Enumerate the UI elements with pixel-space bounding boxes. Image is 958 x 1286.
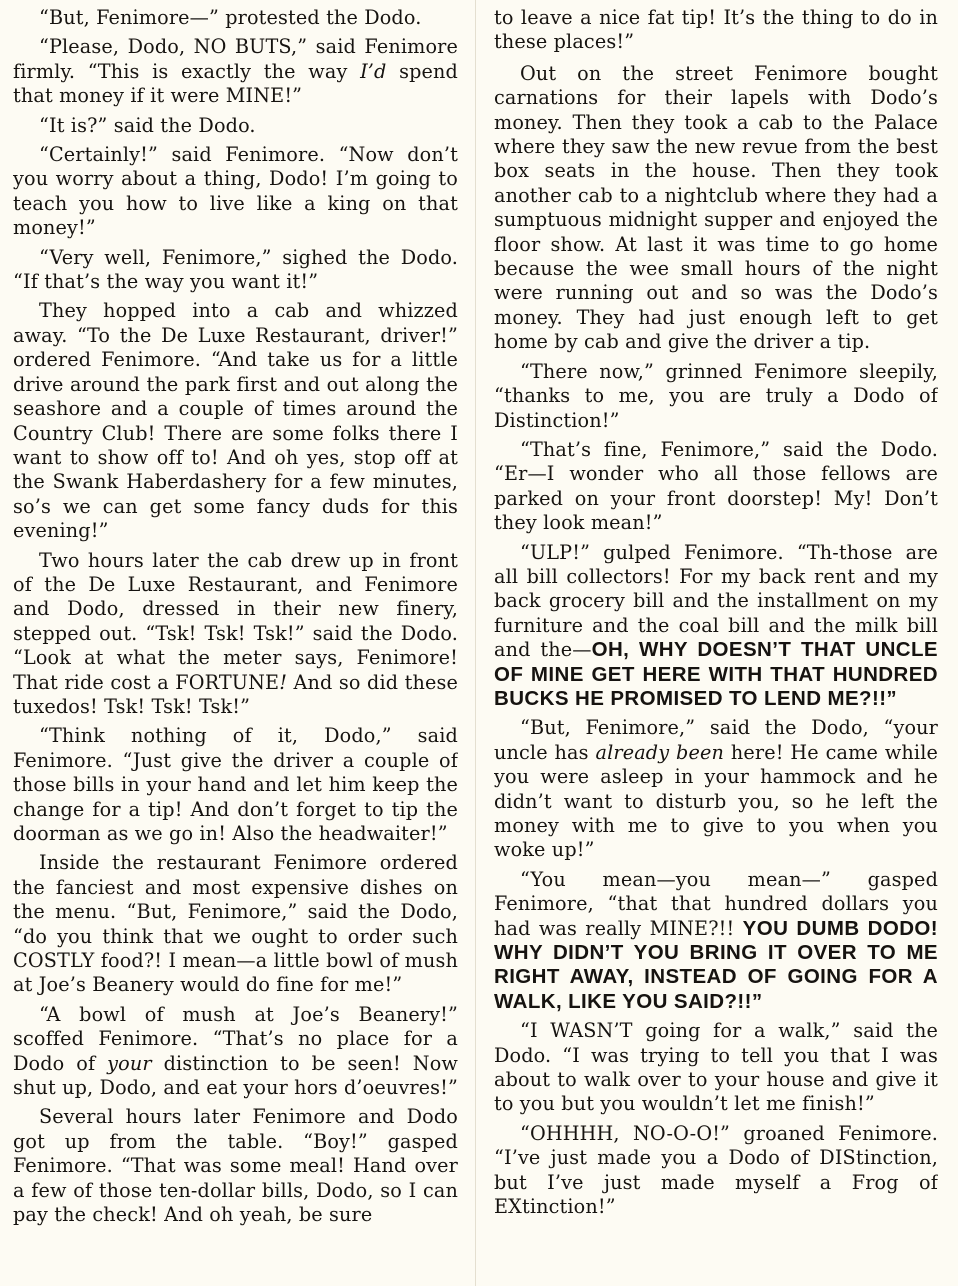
paragraph <box>494 360 938 433</box>
paragraph-text: spend that money if it were MINE!” <box>13 59 458 108</box>
paragraph <box>494 1019 938 1117</box>
shout-text: OH, WHY DOESN’T THAT UNCLE OF MINE GET HERE WITH THAT HUNDRED BUCKS HE PROMISED TO LEND ME?!!” <box>494 638 938 710</box>
paragraph-text: “A bowl of mush at Joe’s Beanery!” scoffed Fenimore. “That’s no place for a Dodo of <box>13 1002 458 1075</box>
emphasis-text: already been <box>595 740 725 764</box>
paragraph-text: Several hours later Fenimore and Dodo got up from the table. “Boy!” gasped Fenimore. “That was some meal! Hand over a few of those ten-dollar bills, Dodo, so I can pay the check! And oh yeah, be sure <box>13 1105 458 1227</box>
paragraph-text: “Think nothing of it, Dodo,” said Fenimore. “Just give the driver a couple of those bills in your hand and let him keep the change for a tip! And don’t forget to tip the doorman as we go in! Also the headwaiter!” <box>13 724 458 845</box>
paragraph-text: They hopped into a cab and whizzed away. “To the De Luxe Restaurant, driver!” ordered Fenimore. “And take us for a little drive around the park first and out along the seashore and a couple of times around the Country Club! There are some folks there I want to show off to! And oh yes, stop off at the Swank Haberdashery for a few minutes, so’s we can get some fancy duds for this evening!” <box>13 299 458 543</box>
paragraph <box>13 246 458 295</box>
paragraph-text: And so did these tuxedos! Tsk! Tsk! Tsk!” <box>13 670 458 718</box>
paragraph <box>13 6 458 30</box>
paragraph-text: “You mean—you mean—” gasped Fenimore, “that that hundred dollars you had was really MINE?!! <box>494 867 938 940</box>
paragraph-text: here! He came while you were asleep in your hammock and he didn’t want to disturb you, so he left the money with me to give to you when you woke up!” <box>494 740 938 862</box>
paragraph-text: “That’s fine, Fenimore,” said the Dodo. “Er—I wonder who all those fellows are parked on your front doorstep! My! Don’t they look mean!” <box>494 437 938 535</box>
paragraph-text: “There now,” grinned Fenimore sleepily, “thanks to me, you are truly a Dodo of Distinction!” <box>494 359 938 432</box>
paragraph <box>494 438 938 536</box>
paragraph-text: “ULP!” gulped Fenimore. “Th-those are all bill collectors! For my back rent and my back grocery bill and the installment on my furniture and the coal bill and the milk bill and the— <box>494 540 938 662</box>
paragraph-continued <box>494 6 938 55</box>
right-column <box>494 6 938 1284</box>
paragraph-text: “Please, Dodo, NO BUTS,” said Fenimore firmly. “This is exactly the way <box>13 35 458 83</box>
paragraph <box>494 541 938 712</box>
paragraph-text: “I WASN’T going for a walk,” said the Dodo. “I was trying to tell you that I was about to walk over to your house and give it to you but you wouldn’t let me finish!” <box>494 1019 938 1116</box>
paragraph-text: Inside the restaurant Fenimore ordered the fanciest and most expensive dishes on the menu. “But, Fenimore,” said the Dodo, “do you think that we ought to order such COSTLY food?! I mean—a little bowl of mush at Joe’s Beanery would do fine for me!” <box>13 851 458 997</box>
emphasis-text: I’d <box>360 59 387 83</box>
paragraph <box>494 1122 938 1220</box>
paragraph <box>13 35 458 108</box>
paragraph <box>13 851 458 997</box>
paragraph <box>13 1105 458 1227</box>
paragraph-text: to leave a nice fat tip! It’s the thing to do in these places!” <box>494 6 938 54</box>
column-divider <box>475 0 476 1286</box>
paragraph <box>494 868 938 1014</box>
emphasis-text: ! <box>279 670 288 694</box>
paragraph <box>13 549 458 720</box>
paragraph-text: Out on the street Fenimore bought carnations for their lapels with Dodo’s money. Then they took a cab to the Palace where they saw the new revue from the best box seats in the house. Then they took another cab to a nightclub where they had a sumptuous midnight supper and enjoyed the floor show. At last it was time to go home because the wee small hours of the night were running out and so was the Dodo’s money. They had just enough left to get home by cab and give the driver a tip. <box>494 61 938 354</box>
paragraph <box>13 724 458 846</box>
paragraph-text: “OHHHH, NO-O-O!” groaned Fenimore. “I’ve just made you a Dodo of DIStinction, but I’ve just made myself a Frog of EXtinction!” <box>494 1121 938 1219</box>
paragraph-text: “Very well, Fenimore,” sighed the Dodo. “If that’s the way you want it!” <box>13 245 458 294</box>
paragraph <box>13 114 458 138</box>
paragraph-text: distinction to be seen! Now shut up, Dodo, and eat your hors d’oeuvres!” <box>13 1051 458 1100</box>
paragraph <box>494 62 938 355</box>
paragraph <box>13 143 458 241</box>
paragraph <box>13 1003 458 1101</box>
paragraph-text: “It is?” said the Dodo. <box>39 113 256 137</box>
paragraph-text: “But, Fenimore,” said the Dodo, “your uncle has <box>494 716 938 764</box>
paragraph <box>494 716 938 862</box>
shout-text: YOU DUMB DODO! WHY DIDN’T YOU BRING IT OVER TO ME RIGHT AWAY, INSTEAD OF GOING FOR A WALK, LIKE YOU SAID?!!” <box>494 916 938 1013</box>
paragraph-text: Two hours later the cab drew up in front of the De Luxe Restaurant, and Fenimore and Dodo, dressed in their new finery, stepped out. “Tsk! Tsk! Tsk!” said the Dodo. “Look at what the meter says, Fenimore! That ride cost a FORTUNE <box>13 548 458 694</box>
paragraph <box>13 299 458 543</box>
emphasis-text: your <box>107 1051 152 1075</box>
paragraph-text: “But, Fenimore—” protested the Dodo. <box>39 6 422 29</box>
left-column <box>13 6 458 1284</box>
paragraph-text: “Certainly!” said Fenimore. “Now don’t you worry about a thing, Dodo! I’m going to teach you how to live like a king on that money!” <box>13 143 458 240</box>
